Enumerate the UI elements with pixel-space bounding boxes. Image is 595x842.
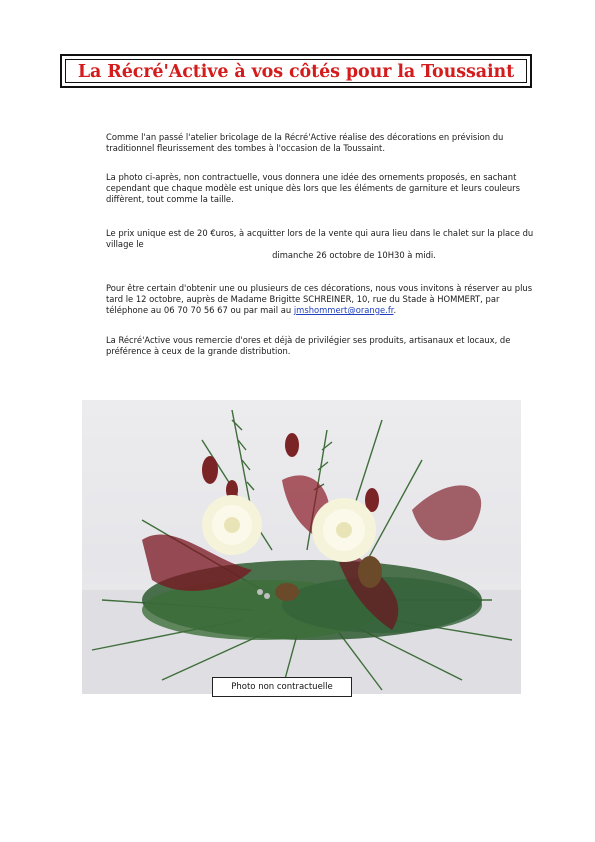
page-title: La Récré'Active à vos côtés pour la Toussaint	[77, 62, 515, 82]
decoration-photo	[82, 400, 521, 694]
paragraph-reservation-text	[62, 283, 536, 316]
reservation-end: .	[393, 305, 397, 315]
floral-arrangement-illustration	[82, 400, 521, 694]
sale-date: dimanche 26 octobre de 10H30 à midi.	[272, 250, 436, 260]
paragraph-photo-note-text: La photo ci-après, non contractuelle, vous donnera une idée des ornements proposés, en sachant cependant que chaque modèle est unique dès lors que les éléments de garniture et leurs couleurs diffèrent, tout comme la taille.	[106, 172, 520, 204]
paragraph-intro-text: Comme l'an passé l'atelier bricolage de la Récré'Active réalise des décorations en prévision du traditionnel fleurissement des tombes à l'occasion de la Toussaint.	[106, 132, 504, 153]
paragraph-intro	[62, 132, 536, 154]
title-box	[60, 54, 532, 88]
paragraph-thanks-text: La Récré'Active vous remercie d'ores et déjà de privilégier ses produits, artisanaux et locaux, de préférence à ceux de la grande distribution.	[106, 335, 511, 356]
paragraph-reservation	[62, 283, 536, 316]
paragraph-photo-note	[62, 172, 536, 205]
reservation-text: Pour être certain d'obtenir une ou plusieurs de ces décorations, nous vous invitons à réserver au plus tard le 12 octobre, auprès de Madame Brigitte SCHREINER, 10, rue du Stade à HOMMERT, par téléphone au 06 70 70 56 67 ou par mail au	[106, 283, 533, 315]
photo-caption: Photo non contractuelle	[212, 677, 352, 697]
paragraph-price-text: Le prix unique est de 20 €uros, à acquitter lors de la vente qui aura lieu dans le chalet sur la place du village le	[106, 228, 534, 249]
email-link[interactable]: jmshommert@orange.fr	[293, 305, 394, 315]
paragraph-thanks	[62, 335, 536, 357]
paragraph-price	[62, 228, 536, 261]
